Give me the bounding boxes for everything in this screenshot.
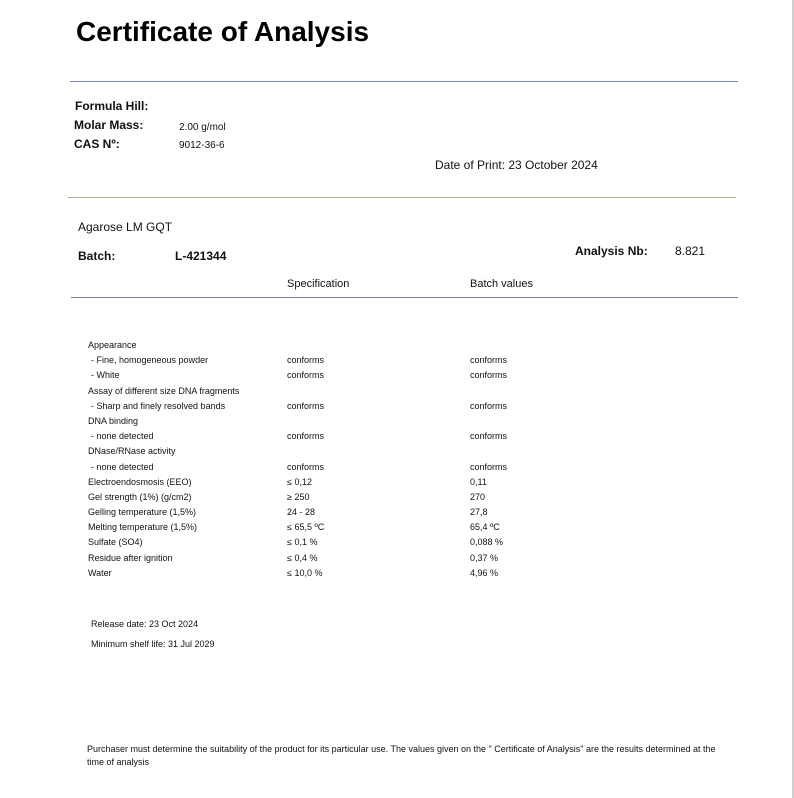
test-name: Gelling temperature (1,5%): [88, 507, 197, 518]
specification-value: ≤ 0,12: [287, 476, 312, 487]
cas-value: 9012-36-6: [179, 140, 225, 151]
product-name: Agarose LM GQT: [78, 220, 173, 234]
specification-value: conforms: [287, 431, 325, 442]
table-row: [0, 475, 794, 490]
specification-column-header: Specification: [287, 278, 350, 290]
specification-value: conforms: [287, 370, 325, 381]
batch-value: conforms: [470, 355, 508, 366]
divider-middle: [68, 197, 736, 198]
date-of-print: Date of Print: 23 October 2024: [435, 158, 598, 172]
test-name: Appearance: [88, 340, 137, 350]
table-row: [0, 384, 794, 399]
test-name: - Sharp and finely resolved bands: [91, 400, 226, 411]
analysis-number-value: 8.821: [675, 244, 706, 258]
batch-value: conforms: [470, 461, 508, 472]
table-row: [0, 566, 794, 581]
test-name: - none detected: [91, 461, 154, 472]
test-name: Residue after ignition: [88, 552, 173, 563]
batch-value: 27,8: [470, 507, 488, 518]
batch-value: conforms: [470, 370, 508, 381]
table-row: [0, 338, 794, 353]
formula-hill-label: Formula Hill:: [75, 99, 149, 113]
batch-value: conforms: [470, 431, 508, 442]
specification-value: ≤ 0,4 %: [287, 552, 318, 563]
release-date: Release date: 23 Oct 2024: [91, 619, 199, 629]
test-name: Water: [88, 567, 112, 578]
test-name: DNase/RNase activity: [88, 446, 176, 457]
test-name: - none detected: [91, 431, 154, 442]
table-row: [0, 505, 794, 520]
test-name: Assay of different size DNA fragments: [88, 385, 240, 396]
table-row: [0, 551, 794, 566]
table-row: [0, 353, 794, 368]
table-row: [0, 444, 794, 459]
analysis-number-label: Analysis Nb:: [575, 244, 648, 258]
batch-value: 4,96 %: [470, 567, 499, 578]
table-row: [0, 429, 794, 444]
results-table: [0, 338, 794, 581]
test-name: - Fine, homogeneous powder: [91, 355, 209, 366]
table-row: [0, 368, 794, 383]
specification-value: conforms: [287, 461, 325, 472]
table-row: [0, 414, 794, 429]
batch-value: conforms: [470, 400, 508, 411]
table-row: [0, 460, 794, 475]
table-row: [0, 535, 794, 550]
batch-value: L-421344: [175, 249, 227, 263]
table-row: [0, 490, 794, 505]
divider-top: [70, 81, 738, 82]
specification-value: conforms: [287, 355, 325, 366]
page-title: Certificate of Analysis: [76, 16, 370, 47]
batch-label: Batch:: [78, 249, 116, 263]
specification-value: ≤ 0,1 %: [287, 537, 318, 548]
test-name: Melting temperature (1,5%): [88, 522, 198, 533]
specification-value: ≥ 250: [287, 491, 310, 502]
molar-mass-label: Molar Mass:: [74, 118, 144, 132]
test-name: Electroendosmosis (EEO): [88, 476, 192, 487]
batch-value: 270: [470, 491, 486, 502]
batch-values-column-header: Batch values: [470, 278, 533, 290]
test-name: DNA binding: [88, 415, 139, 426]
batch-value: 0,088 %: [470, 537, 504, 548]
batch-value: 0,37 %: [470, 552, 499, 563]
disclaimer-text: Purchaser must determine the suitability of the product for its particular use. The values given on the " Certificate of Analysis" are the results determined at the time of analysis: [87, 744, 716, 767]
test-name: Gel strength (1%) (g/cm2): [88, 491, 192, 502]
divider-table-header: [71, 297, 738, 298]
table-row: [0, 399, 794, 414]
table-row: [0, 520, 794, 535]
specification-value: ≤ 10,0 %: [287, 567, 323, 578]
batch-value: 65,4 ºC: [470, 522, 500, 533]
minimum-shelf-life: Minimum shelf life: 31 Jul 2029: [91, 639, 215, 649]
test-name: Sulfate (SO4): [88, 537, 143, 548]
batch-value: 0,11: [470, 476, 487, 487]
molar-mass-value: 2.00 g/mol: [179, 122, 226, 133]
specification-value: 24 - 28: [287, 507, 316, 518]
specification-value: ≤ 65,5 ºC: [287, 522, 325, 533]
specification-value: conforms: [287, 400, 325, 411]
test-name: - White: [91, 370, 120, 381]
cas-label: CAS Nº:: [74, 137, 120, 151]
